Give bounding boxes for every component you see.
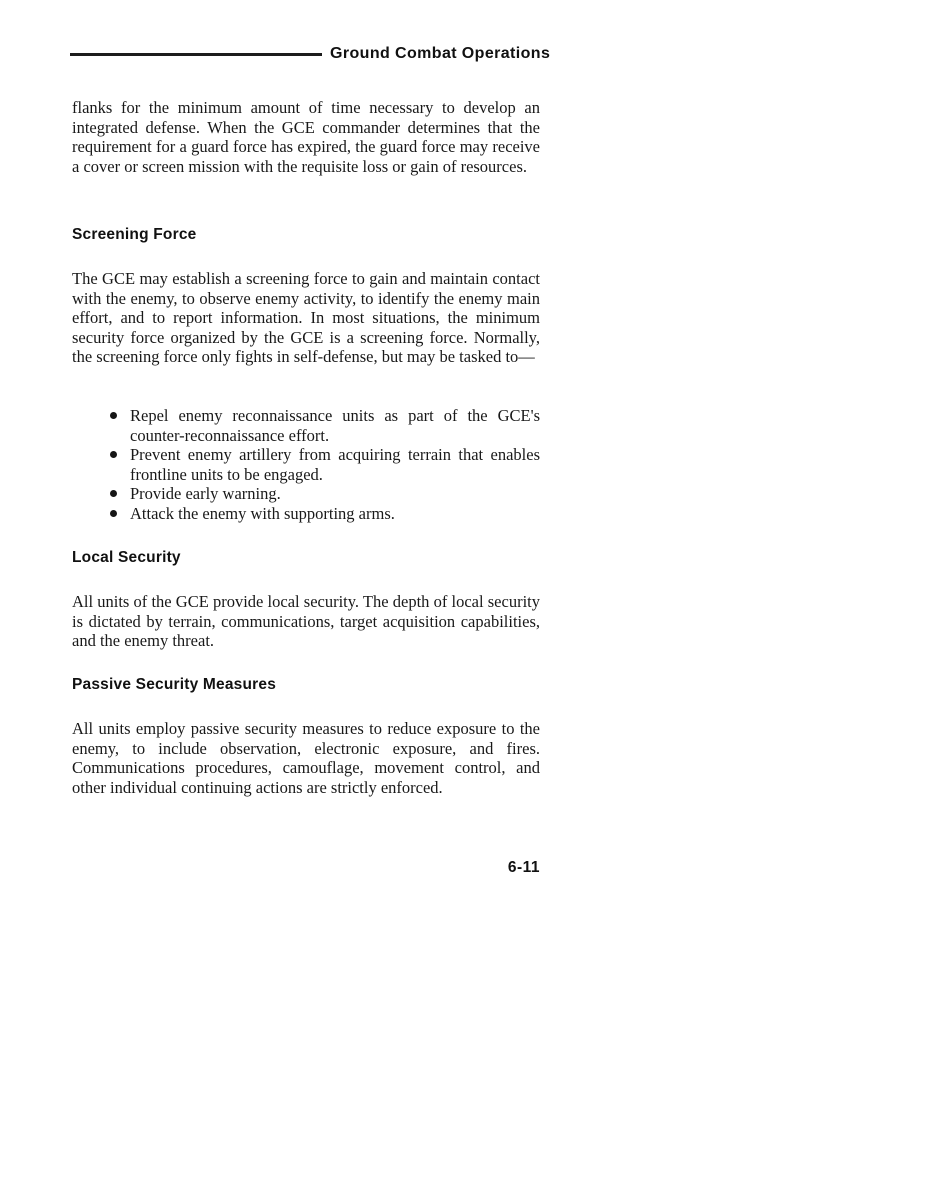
local-security-paragraph: All units of the GCE provide local security. The depth of local security is dictated by terrain, communications, target acquisition capabilities, and the enemy threat.	[72, 592, 540, 650]
list-item	[72, 484, 540, 504]
screening-force-bullet-list	[72, 406, 540, 523]
bullet-text: Repel enemy reconnaissance units as part of the GCE's counter-reconnaissance effort.	[130, 406, 540, 445]
passive-security-paragraph: All units employ passive security measures to reduce exposure to the enemy, to include observation, electronic exposure, and fires. Communications procedures, camouflage, movement control, and other individual continuing actions are strictly enforced.	[72, 719, 540, 797]
bullet-text: Attack the enemy with supporting arms.	[130, 503, 395, 523]
bullet-icon	[110, 412, 117, 419]
section-heading-passive-security-measures: Passive Security Measures	[72, 676, 277, 693]
header-rule	[70, 53, 322, 56]
list-item	[72, 504, 540, 524]
bullet-text: Provide early warning.	[130, 484, 281, 503]
section-heading-screening-force: Screening Force	[72, 226, 197, 243]
bullet-icon	[110, 451, 117, 458]
page-header	[70, 45, 551, 63]
bullet-icon	[110, 490, 117, 497]
list-item	[72, 445, 540, 484]
section-heading-local-security: Local Security	[72, 549, 181, 566]
bullet-icon	[110, 510, 117, 517]
page-number: 6-11	[507, 859, 540, 876]
screening-force-paragraph: The GCE may establish a screening force to gain and maintain contact with the enemy, to observe enemy activity, to identify the enemy main effort, and to report information. In most situations, the minimum security force organized by the GCE is a screening force. Normally, the screening force only fights in self-defense, but may be tasked to—	[72, 269, 540, 366]
intro-paragraph: flanks for the minimum amount of time necessary to develop an integrated defense. When the GCE commander determines that the requirement for a guard force has expired, the guard force may receive a cover or screen mission with the requisite loss or gain of resources.	[72, 98, 540, 176]
page-title: Ground Combat Operations	[330, 45, 551, 62]
list-item	[72, 406, 540, 445]
bullet-text: Prevent enemy artillery from acquiring terrain that enables frontline units to be engaged.	[130, 445, 540, 484]
